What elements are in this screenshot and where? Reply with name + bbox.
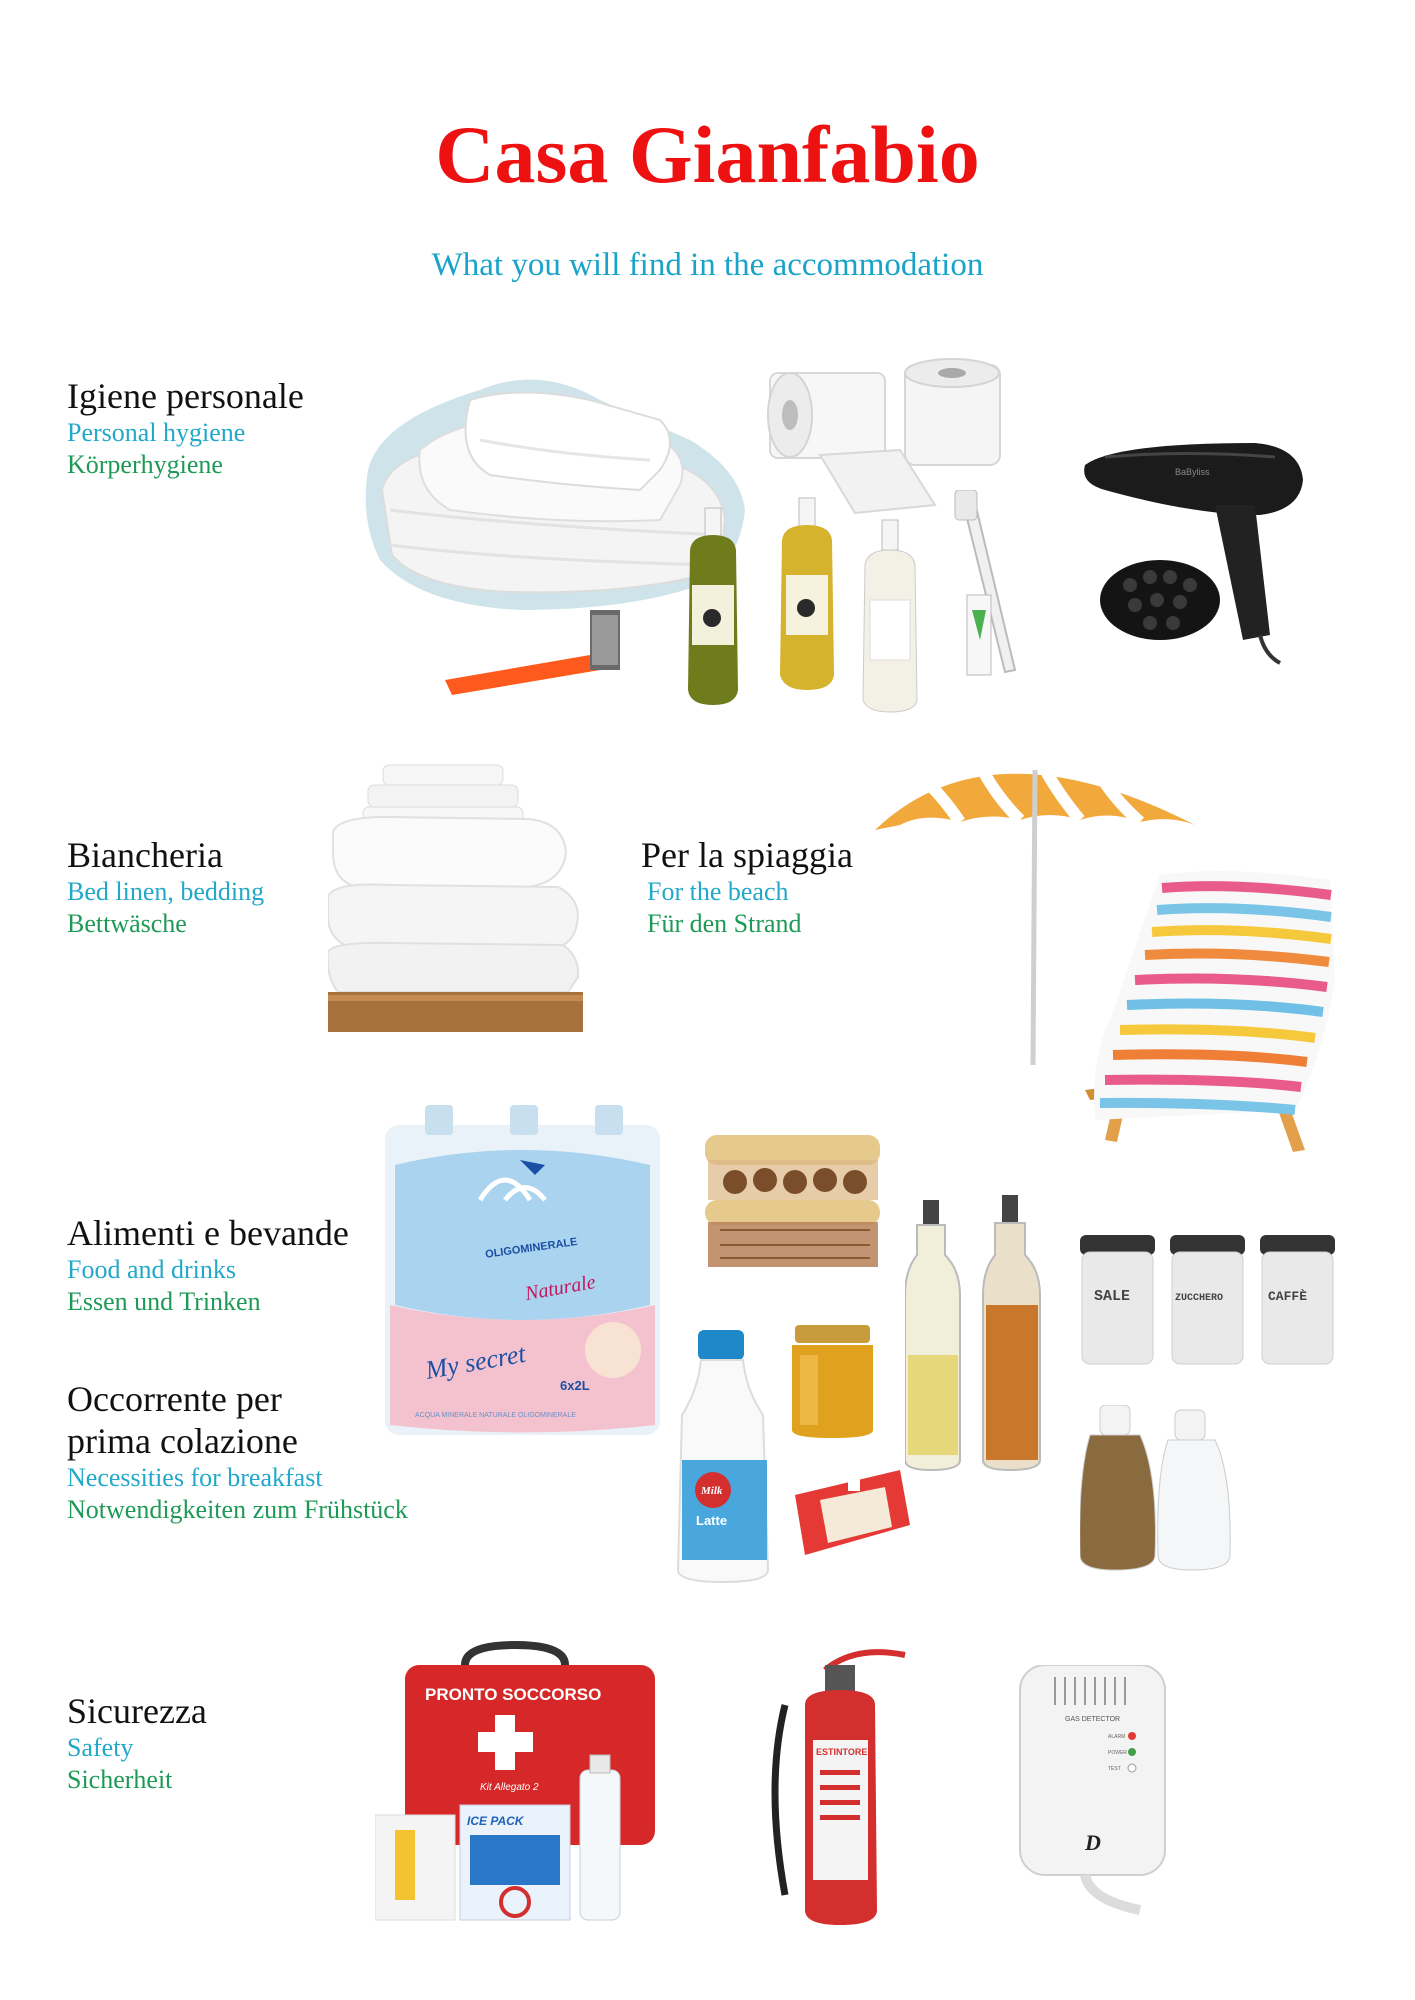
water-size-label: 6x2L xyxy=(560,1378,590,1393)
firstaid-kit-label: Kit Allegato 2 xyxy=(480,1782,539,1793)
section-safety-en: Safety xyxy=(67,1733,134,1762)
hair-dryer-brand: BaByliss xyxy=(1175,467,1210,477)
water-mysecret-label: My secret xyxy=(423,1338,528,1385)
firstaid-icepack-label: ICE PACK xyxy=(467,1814,524,1828)
section-breakfast-title-2: prima colazione xyxy=(67,1421,298,1461)
water-band-label: ACQUA MINERALE NATURALE OLIGOMINERALE xyxy=(415,1412,576,1419)
canister-jars-image xyxy=(1080,1230,1335,1370)
section-linen-de: Bettwäsche xyxy=(67,909,187,938)
firstaid-title-label: PRONTO SOCCORSO xyxy=(425,1685,602,1704)
section-hygiene xyxy=(67,375,304,481)
section-hygiene-de: Körperhygiene xyxy=(67,450,223,479)
milk-bottle-image xyxy=(668,1330,778,1585)
first-aid-kit-image xyxy=(375,1640,660,1930)
section-breakfast xyxy=(67,1378,408,1526)
page-title: Casa Gianfabio xyxy=(435,109,980,200)
section-breakfast-title-1: Occorrente per xyxy=(67,1379,282,1419)
toiletries-image xyxy=(440,490,1040,720)
jar-salt-label: SALE xyxy=(1094,1288,1131,1305)
section-food-de: Essen und Trinken xyxy=(67,1287,261,1316)
section-linen-en: Bed linen, bedding xyxy=(67,877,265,906)
section-food-title: Alimenti e bevande xyxy=(67,1213,349,1253)
section-beach xyxy=(641,834,853,940)
gas-detector-image xyxy=(1010,1665,1175,1915)
water-naturale-label: Naturale xyxy=(523,1271,598,1306)
section-linen-title: Biancheria xyxy=(67,835,223,875)
detector-title-label: GAS DETECTOR xyxy=(1065,1716,1121,1723)
section-beach-en: For the beach xyxy=(647,877,789,906)
page-subtitle: What you will find in the accommodation xyxy=(431,247,984,283)
salt-pepper-image xyxy=(1080,1405,1245,1575)
detector-alarm-label: ALARM xyxy=(1108,1734,1126,1740)
jar-sugar-label: ZUCCHERO xyxy=(1175,1293,1224,1304)
oil-vinegar-image xyxy=(905,1195,1050,1475)
milk-latte-label: Latte xyxy=(696,1513,728,1528)
section-beach-title: Per la spiaggia xyxy=(641,835,853,875)
section-safety-title: Sicurezza xyxy=(67,1691,207,1731)
section-hygiene-title: Igiene personale xyxy=(67,376,304,416)
hair-dryer-image xyxy=(1075,435,1315,670)
fire-extinguisher-image xyxy=(765,1645,915,1930)
biscuit-boxes-image xyxy=(700,1130,890,1270)
section-safety-de: Sicherheit xyxy=(67,1765,173,1794)
section-breakfast-de: Notwendigkeiten zum Frühstück xyxy=(67,1495,408,1524)
jar-coffee-label: CAFFÈ xyxy=(1268,1289,1308,1304)
section-beach-de: Für den Strand xyxy=(647,909,802,938)
section-linen xyxy=(67,834,264,940)
tea-bag-image xyxy=(790,1465,915,1560)
section-food-en: Food and drinks xyxy=(67,1255,236,1284)
section-food xyxy=(67,1212,349,1318)
section-hygiene-en: Personal hygiene xyxy=(67,418,246,447)
section-safety xyxy=(67,1690,207,1796)
bed-linen-image xyxy=(328,757,583,1032)
water-pack-image xyxy=(385,1105,660,1435)
detector-power-label: POWER xyxy=(1108,1750,1127,1756)
section-breakfast-en: Necessities for breakfast xyxy=(67,1463,323,1492)
milk-logo-label: Milk xyxy=(701,1485,723,1497)
honey-jar-image xyxy=(790,1325,875,1440)
detector-logo-icon: D xyxy=(1085,1830,1101,1855)
extinguisher-label: ESTINTORE xyxy=(816,1747,868,1757)
detector-test-label: TEST xyxy=(1108,1766,1121,1772)
water-brand-label: OLIGOMINERALE xyxy=(484,1236,579,1261)
beach-chair-image xyxy=(1065,860,1350,1165)
